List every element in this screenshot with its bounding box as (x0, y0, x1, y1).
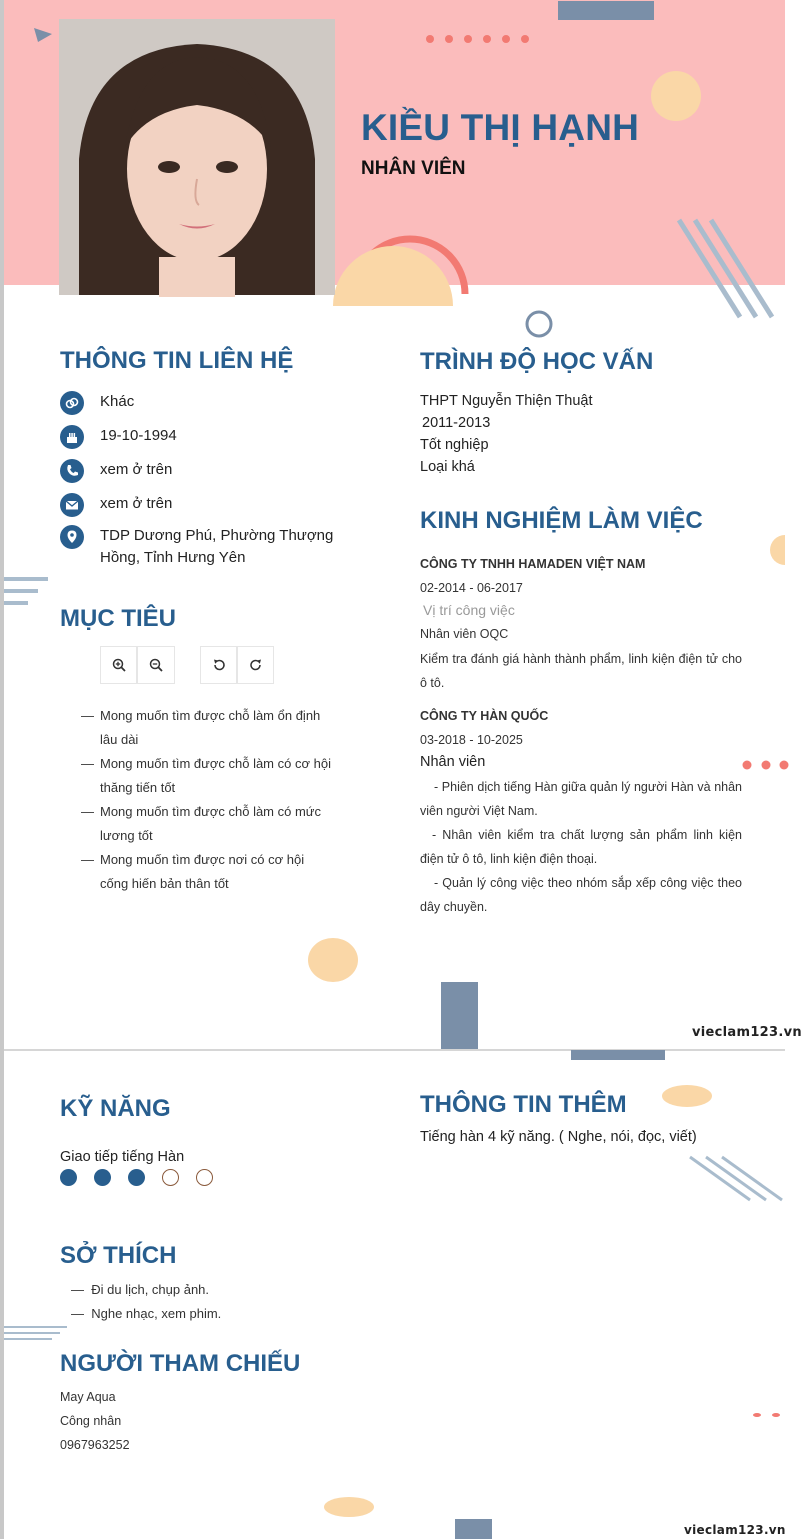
job-position: Nhân viên (420, 754, 486, 770)
skills-title: KỸ NĂNG (60, 1095, 171, 1122)
extra-text: Tiếng hàn 4 kỹ năng. ( Nghe, nói, đọc, viết) (420, 1129, 697, 1145)
hobbies-title: SỞ THÍCH (60, 1242, 177, 1269)
objective-item: — Mong muốn tìm được nơi có cơ hội cống hiến bản thân tốt (81, 852, 305, 891)
objective-item-text: Mong muốn tìm được chỗ làm ổn định lâu dài (100, 708, 321, 747)
dash: — (71, 1306, 92, 1321)
candidate-role: NHÂN VIÊN (361, 158, 466, 179)
profile-photo (59, 19, 335, 295)
job-description-line: - Phiên dịch tiếng Hàn giữa quản lý người Hàn và nhân viên người Việt Nam. (420, 780, 742, 818)
job-position-placeholder[interactable]: Vị trí công việc (423, 602, 515, 618)
contact-email (60, 493, 172, 517)
page1-decorations (0, 530, 785, 1055)
contact-phone (60, 459, 172, 483)
gender-icon (60, 391, 84, 415)
objective-item-text: Mong muốn tìm được chỗ làm có mức lương tốt (100, 804, 321, 843)
candidate-name: KIỀU THỊ HẠNH (361, 107, 640, 148)
job-description: Kiểm tra đánh giá hành thành phẩm, linh kiện điện tử cho ô tô. (420, 652, 742, 690)
diagonal-lines (679, 220, 772, 317)
contact-text: xem ở trên (100, 461, 173, 478)
triangle-shape (34, 28, 52, 42)
skill-level-dot-filled (128, 1169, 145, 1186)
job-period: 03-2018 - 10-2025 (420, 733, 523, 747)
objective-item: — Mong muốn tìm được chỗ làm có cơ hội thăng tiến tốt (81, 756, 331, 795)
hobby-text: Nghe nhạc, xem phim. (91, 1306, 222, 1321)
slate-bar (558, 1, 654, 20)
cake-icon (60, 425, 84, 449)
objective-item-text: Mong muốn tìm được chỗ làm có cơ hội thăng tiến tốt (100, 756, 331, 795)
references-title: NGƯỜI THAM CHIẾU (60, 1350, 301, 1377)
objective-item-text: Mong muốn tìm được nơi có cơ hội cống hiến bản thân tốt (100, 852, 305, 891)
education-period: 2011-2013 (422, 415, 491, 431)
contact-title: THÔNG TIN LIÊN HỆ (60, 347, 294, 374)
phone-icon (60, 459, 84, 483)
orange-half-circle (333, 246, 453, 306)
portrait-illustration (59, 19, 335, 295)
job-description-line: - Quản lý công việc theo nhóm sắp xếp công việc theo dây chuyền. (420, 876, 742, 914)
job-period: 02-2014 - 06-2017 (420, 581, 523, 595)
reference-name: May Aqua (60, 1390, 116, 1404)
contact-text: Khác (100, 393, 135, 410)
hobby-item (71, 1306, 221, 1321)
dots-row (426, 35, 529, 43)
job-description-line: - Nhân viên kiểm tra chất lượng sản phẩm linh kiện điện tử ô tô, linh kiện điện thoại. (420, 828, 742, 866)
reference-position: Công nhân (60, 1414, 122, 1428)
reference-phone: 0967963252 (60, 1438, 130, 1452)
contact-birthday (60, 425, 177, 449)
mail-icon (60, 493, 84, 517)
education-title: TRÌNH ĐỘ HỌC VẤN (420, 348, 654, 375)
hobby-text: Đi du lịch, chụp ảnh. (91, 1282, 210, 1297)
skill-level-dot-empty (196, 1169, 213, 1186)
extra-title: THÔNG TIN THÊM (420, 1091, 627, 1118)
education-school: THPT Nguyễn Thiện Thuật (420, 393, 593, 409)
job-position: Nhân viên OQC (420, 627, 509, 641)
objective-title: MỤC TIÊU (60, 605, 176, 632)
dash: — (71, 1282, 92, 1297)
skill-name: Giao tiếp tiếng Hàn (60, 1149, 185, 1165)
objective-item: — Mong muốn tìm được chỗ làm ổn định lâu dài (81, 708, 321, 747)
job-company: CÔNG TY TNHH HAMADEN VIỆT NAM (420, 557, 646, 571)
contact-text: 19-10-1994 (100, 427, 177, 444)
job-company: CÔNG TY HÀN QUỐC (420, 709, 549, 723)
brand-watermark: vieclam123.vn (692, 1025, 802, 1040)
education-grade: Loại khá (420, 459, 475, 475)
experience-title: KINH NGHIỆM LÀM VIỆC (420, 507, 703, 534)
orange-circle (651, 71, 701, 121)
skill-level-dot-filled (60, 1169, 77, 1186)
education-status: Tốt nghiệp (420, 437, 489, 453)
skill-level-dot-filled (94, 1169, 111, 1186)
objective-item: — Mong muốn tìm được chỗ làm có mức lương tốt (81, 804, 321, 843)
skill-level-dot-empty (162, 1169, 179, 1186)
ring-shape (527, 312, 551, 336)
contact-text: xem ở trên (100, 495, 173, 512)
brand-watermark: vieclam123.vn (684, 1523, 786, 1537)
contact-gender (60, 391, 134, 415)
contact-text: TDP Dương Phú, Phường Thượng Hồng, Tỉnh Hưng Yên (100, 527, 334, 566)
hobby-item (71, 1282, 209, 1297)
